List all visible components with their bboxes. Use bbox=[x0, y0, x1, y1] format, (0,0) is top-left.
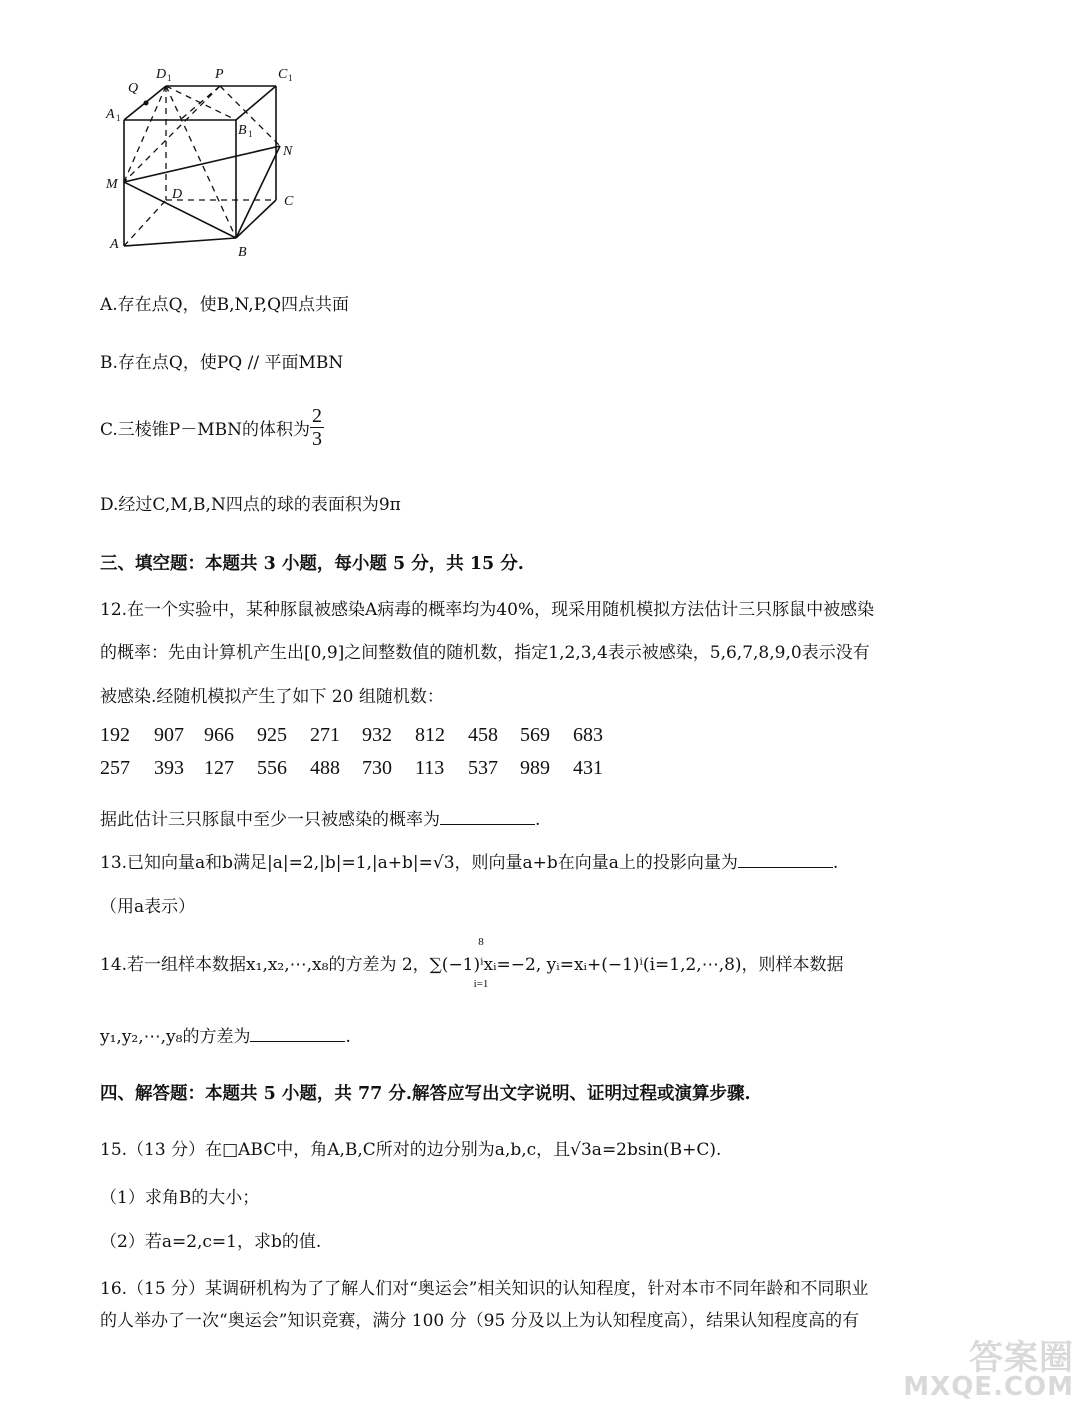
fraction-numerator: 2 bbox=[312, 405, 323, 427]
label-b1-sub: 1 bbox=[248, 129, 253, 139]
option-b: B.存在点Q，使PQ // 平面MBN bbox=[100, 353, 344, 373]
cube-figure bbox=[100, 60, 300, 260]
q14-line2 bbox=[100, 1022, 351, 1047]
table-cell: 907 bbox=[154, 724, 184, 746]
table-cell: 192 bbox=[100, 724, 130, 746]
watermark-url: MXQE.COM bbox=[903, 1372, 1074, 1402]
q15-line1: 15.（13 分）在□ABC中，角A,B,C所对的边分别为a,b,c，且√3a=2bsin(B+C). bbox=[100, 1140, 722, 1160]
q14-line1: 14.若一组样本数据x₁,x₂,⋯,x₈的方差为 2，∑(−1)ⁱxᵢ=−2, yᵢ=xᵢ+(−1)ⁱ(i=1,2,⋯,8)，则样本数据 bbox=[100, 955, 844, 975]
sum-lower-limit: i=1 bbox=[473, 978, 489, 990]
label-q: Q bbox=[128, 81, 139, 96]
option-c-fraction bbox=[310, 405, 324, 450]
label-d1: D bbox=[156, 67, 167, 82]
q12-ask bbox=[100, 805, 540, 830]
option-d: D.经过C,M,B,N四点的球的表面积为9π bbox=[100, 495, 401, 515]
q12-line2: 的概率：先由计算机产生出[0,9]之间整数值的随机数，指定1,2,3,4表示被感染，5,6,7,8,9,0表示没有 bbox=[100, 643, 870, 663]
q13-text: 13.已知向量a和b满足|a|=2,|b|=1,|a+b|=√3，则向量a+b在向量a上的投影向量为 bbox=[100, 853, 738, 873]
label-c1: C bbox=[278, 67, 288, 82]
table-cell: 932 bbox=[362, 724, 392, 746]
table-cell: 556 bbox=[257, 757, 287, 779]
q16-line2: 的人举办了一次“奥运会”知识竞赛，满分 100 分（95 分及以上为认知程度高），结果认知程度高的有 bbox=[100, 1311, 860, 1331]
label-a: A bbox=[110, 237, 119, 252]
label-c: C bbox=[284, 194, 294, 209]
q13-end: . bbox=[832, 853, 839, 873]
label-a1-sub: 1 bbox=[116, 113, 121, 123]
table-cell: 257 bbox=[100, 757, 130, 779]
q14-line2-text: y₁,y₂,⋯,y₈的方差为 bbox=[100, 1027, 251, 1047]
random-numbers-row2 bbox=[100, 757, 660, 783]
q15-part1: （1）求角B的大小； bbox=[100, 1188, 260, 1208]
table-cell: 431 bbox=[573, 757, 603, 779]
label-c1-sub: 1 bbox=[288, 73, 293, 83]
q12-line3: 被感染.经随机模拟产生了如下 20 组随机数： bbox=[100, 687, 444, 707]
option-c bbox=[100, 405, 324, 450]
q14-end: . bbox=[345, 1027, 351, 1047]
label-n: N bbox=[283, 144, 293, 159]
label-p: P bbox=[215, 67, 224, 82]
table-cell: 113 bbox=[415, 757, 445, 779]
table-cell: 683 bbox=[573, 724, 603, 746]
sum-upper-limit: 8 bbox=[478, 936, 484, 948]
label-a1: A bbox=[106, 107, 115, 122]
watermark-logo: 答案圈 bbox=[969, 1338, 1074, 1378]
q15-part2: （2）若a=2,c=1，求b的值. bbox=[100, 1232, 322, 1252]
label-d1-sub: 1 bbox=[167, 73, 172, 83]
answer-blank[interactable] bbox=[250, 1025, 345, 1042]
table-cell: 537 bbox=[468, 757, 498, 779]
table-cell: 966 bbox=[204, 724, 234, 746]
label-b: B bbox=[238, 245, 247, 260]
table-cell: 730 bbox=[362, 757, 392, 779]
answer-blank[interactable] bbox=[440, 808, 535, 825]
q13-line1 bbox=[100, 848, 838, 873]
option-c-text: C.三棱锥P－MBN的体积为 bbox=[100, 420, 311, 440]
label-m: M bbox=[106, 177, 118, 192]
q12-line1: 12.在一个实验中，某种豚鼠被感染A病毒的概率均为40%，现采用随机模拟方法估计三只豚鼠中被感染 bbox=[100, 600, 875, 620]
label-d: D bbox=[172, 187, 183, 202]
table-cell: 925 bbox=[257, 724, 287, 746]
table-cell: 812 bbox=[415, 724, 445, 746]
q16-line1: 16.（15 分）某调研机构为了了解人们对“奥运会”相关知识的认知程度，针对本市不同年龄和不同职业 bbox=[100, 1279, 869, 1299]
table-cell: 458 bbox=[468, 724, 498, 746]
q12-end: . bbox=[535, 810, 541, 830]
table-cell: 271 bbox=[310, 724, 340, 746]
table-cell: 989 bbox=[520, 757, 550, 779]
q13-line2: （用a表示） bbox=[100, 897, 196, 917]
table-cell: 393 bbox=[154, 757, 184, 779]
section4-heading: 四、解答题：本题共 5 小题，共 77 分.解答应写出文字说明、证明过程或演算步骤. bbox=[100, 1084, 751, 1104]
random-numbers-row1 bbox=[100, 724, 660, 750]
answer-blank[interactable] bbox=[738, 851, 833, 868]
label-b1: B bbox=[238, 123, 247, 138]
table-cell: 127 bbox=[204, 757, 234, 779]
section3-heading: 三、填空题：本题共 3 小题，每小题 5 分，共 15 分. bbox=[100, 554, 524, 574]
fraction-denominator: 3 bbox=[312, 428, 323, 450]
q12-ask-text: 据此估计三只豚鼠中至少一只被感染的概率为 bbox=[100, 810, 440, 830]
point-q-dot bbox=[144, 101, 149, 106]
table-cell: 488 bbox=[310, 757, 340, 779]
table-cell: 569 bbox=[520, 724, 550, 746]
option-a: A.存在点Q，使B,N,P,Q四点共面 bbox=[100, 295, 350, 315]
